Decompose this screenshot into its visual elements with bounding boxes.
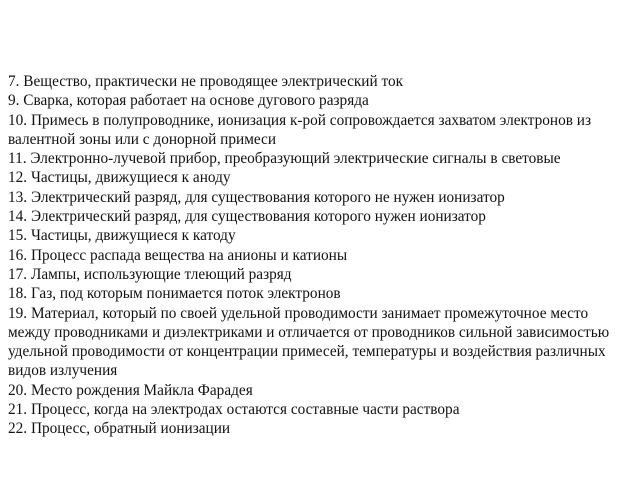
definition-item-22: 22. Процесс, обратный ионизации: [8, 420, 231, 438]
definition-item-13: 13. Электрический разряд, для существования которого не нужен ионизатор: [8, 188, 505, 206]
definition-item-21: 21. Процесс, когда на электродах остаются составные части раствора: [8, 401, 460, 419]
definition-item-19: 19. Материал, который по своей удельной проводимости занимает промежуточное место между проводниками и диэлектриками и отличается от проводников сильной зависимостью удельной проводимости от концентрации примесей, температуры и воздействия различных видов излучения: [8, 304, 610, 380]
definition-item-18: 18. Газ, под которым понимается поток электронов: [8, 285, 341, 303]
definition-item-9: 9. Сварка, которая работает на основе дугового разряда: [8, 92, 369, 110]
definition-item-14: 14. Электрический разряд, для существования которого нужен ионизатор: [8, 208, 486, 226]
definition-item-12: 12. Частицы, движущиеся к аноду: [8, 169, 231, 187]
definition-item-10: 10. Примесь в полупроводнике, ионизация к-рой сопровождается захватом электронов из валентной зоны или с донорной примеси: [8, 111, 592, 148]
definition-item-17: 17. Лампы, использующие тлеющий разряд: [8, 265, 292, 283]
definition-item-7: 7. Вещество, практически не проводящее электрический ток: [8, 73, 404, 90]
definitions-list: [8, 72, 634, 439]
definition-item-15: 15. Частицы, движущиеся к катоду: [8, 227, 236, 245]
definition-item-20: 20. Место рождения Майкла Фарадея: [8, 381, 253, 399]
definition-item-16: 16. Процесс распада вещества на анионы и катионы: [8, 246, 348, 264]
definition-item-11: 11. Электронно-лучевой прибор, преобразующий электрические сигналы в световые: [8, 150, 561, 168]
